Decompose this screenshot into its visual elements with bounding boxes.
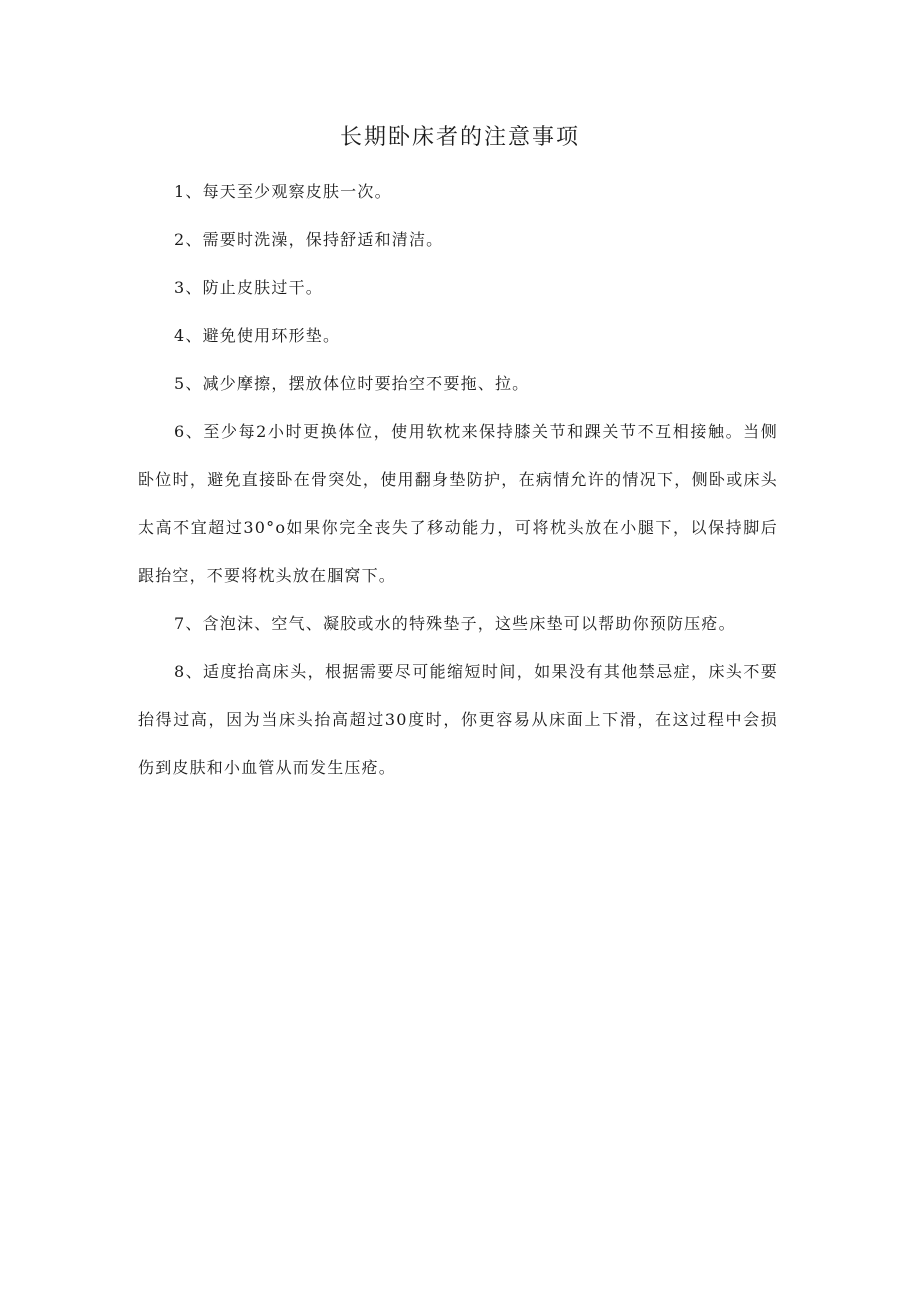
document-title: 长期卧床者的注意事项 <box>339 125 580 150</box>
paragraph-7: 7、含泡沫、空气、凝胶或水的特殊垫子，这些床垫可以帮助你预防压疮。 <box>174 614 736 633</box>
paragraph-5: 5、减少摩擦，摆放体位时要抬空不要拖、拉。 <box>174 374 530 393</box>
paragraph-4: 4、避免使用环形垫。 <box>174 326 341 345</box>
paragraph-8: 8、适度抬高床头，根据需要尽可能缩短时间，如果没有其他禁忌症，床头不要抬得过高，因为当床头抬高超过30度时，你更容易从床面上下滑，在这过程中会损伤到皮肤和小血管从而发生压疮。 <box>138 662 778 777</box>
paragraph-2: 2、需要时洗澡，保持舒适和清洁。 <box>174 230 444 249</box>
paragraph-3: 3、防止皮肤过干。 <box>174 278 323 297</box>
paragraph-6: 6、至少每2小时更换体位，使用软枕来保持膝关节和踝关节不互相接触。当侧卧位时，避免直接卧在骨突处，使用翻身垫防护，在病情允许的情况下，侧卧或床头太高不宜超过30°o如果你完全丧失了移动能力，可将枕头放在小腿下，以保持脚后跟抬空，不要将枕头放在腘窝下。 <box>138 422 778 585</box>
paragraph-1: 1、每天至少观察皮肤一次。 <box>174 182 392 201</box>
document-body <box>138 168 778 792</box>
